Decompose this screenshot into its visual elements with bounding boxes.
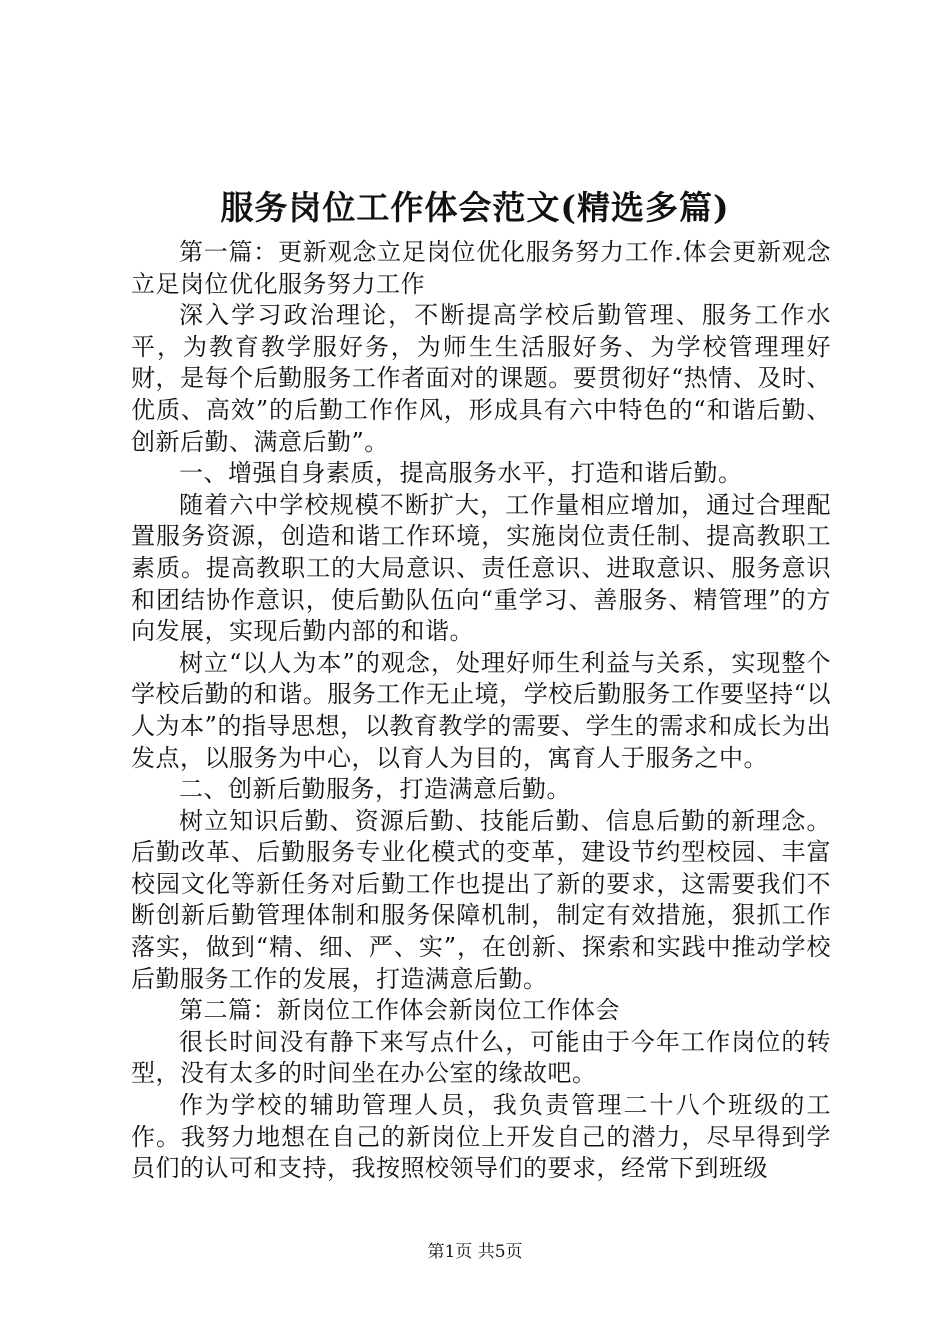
paragraph-section-2-heading: 第二篇：新岗位工作体会新岗位工作体会 bbox=[179, 996, 620, 1025]
document-body bbox=[131, 237, 831, 1185]
paragraph: 深入学习政治理论，不断提高学校后勤管理、服务工作水平，为教育教学服好务，为师生生活服好务、为学校管理理好财，是每个后勤服务工作者面对的课题。要贯彻好“热情、及时、优质、高效”的后勤工作作风，形成具有六中特色的“和谐后勤、创新后勤、满意后勤”。 bbox=[131, 301, 831, 456]
paragraph: 树立“以人为本”的观念，处理好师生利益与关系，实现整个学校后勤的和谐。服务工作无止境，学校后勤服务工作要坚持“以人为本”的指导思想，以教育教学的需要、学生的需求和成长为出发点，以服务为中心，以育人为目的，寓育人于服务之中。 bbox=[131, 648, 831, 772]
paragraph: 树立知识后勤、资源后勤、技能后勤、信息后勤的新理念。后勤改革、后勤服务专业化模式的变革，建设节约型校园、丰富校园文化等新任务对后勤工作也提出了新的要求，这需要我们不断创新后勤管理体制和服务保障机制，制定有效措施，狠抓工作落实，做到“精、细、严、实”，在创新、探索和实践中推动学校后勤服务工作的发展，打造满意后勤。 bbox=[131, 806, 831, 993]
paragraph: 很长时间没有静下来写点什么，可能由于今年工作岗位的转型，没有太多的时间坐在办公室的缘故吧。 bbox=[131, 1027, 831, 1088]
paragraph-subheading-2: 二、创新后勤服务，打造满意后勤。 bbox=[179, 775, 571, 804]
paragraph-section-1-heading: 第一篇：更新观念立足岗位优化服务努力工作.体会更新观念立足岗位优化服务努力工作 bbox=[131, 238, 831, 298]
paragraph: 作为学校的辅助管理人员，我负责管理二十八个班级的工作。我努力地想在自己的新岗位上开发自己的潜力，尽早得到学员们的认可和支持，我按照校领导们的要求，经常下到班级 bbox=[131, 1091, 831, 1183]
document-title: 服务岗位工作体会范文(精选多篇) bbox=[220, 188, 730, 227]
page-number-footer: 第1页 共5页 bbox=[427, 1242, 523, 1262]
paragraph-subheading-1: 一、增强自身素质，提高服务水平，打造和谐后勤。 bbox=[179, 459, 743, 488]
paragraph: 随着六中学校规模不断扩大，工作量相应增加，通过合理配置服务资源，创造和谐工作环境，实施岗位责任制、提高教职工素质。提高教职工的大局意识、责任意识、进取意识、服务意识和团结协作意识，使后勤队伍向“重学习、善服务、精管理”的方向发展，实现后勤内部的和谐。 bbox=[131, 490, 831, 646]
